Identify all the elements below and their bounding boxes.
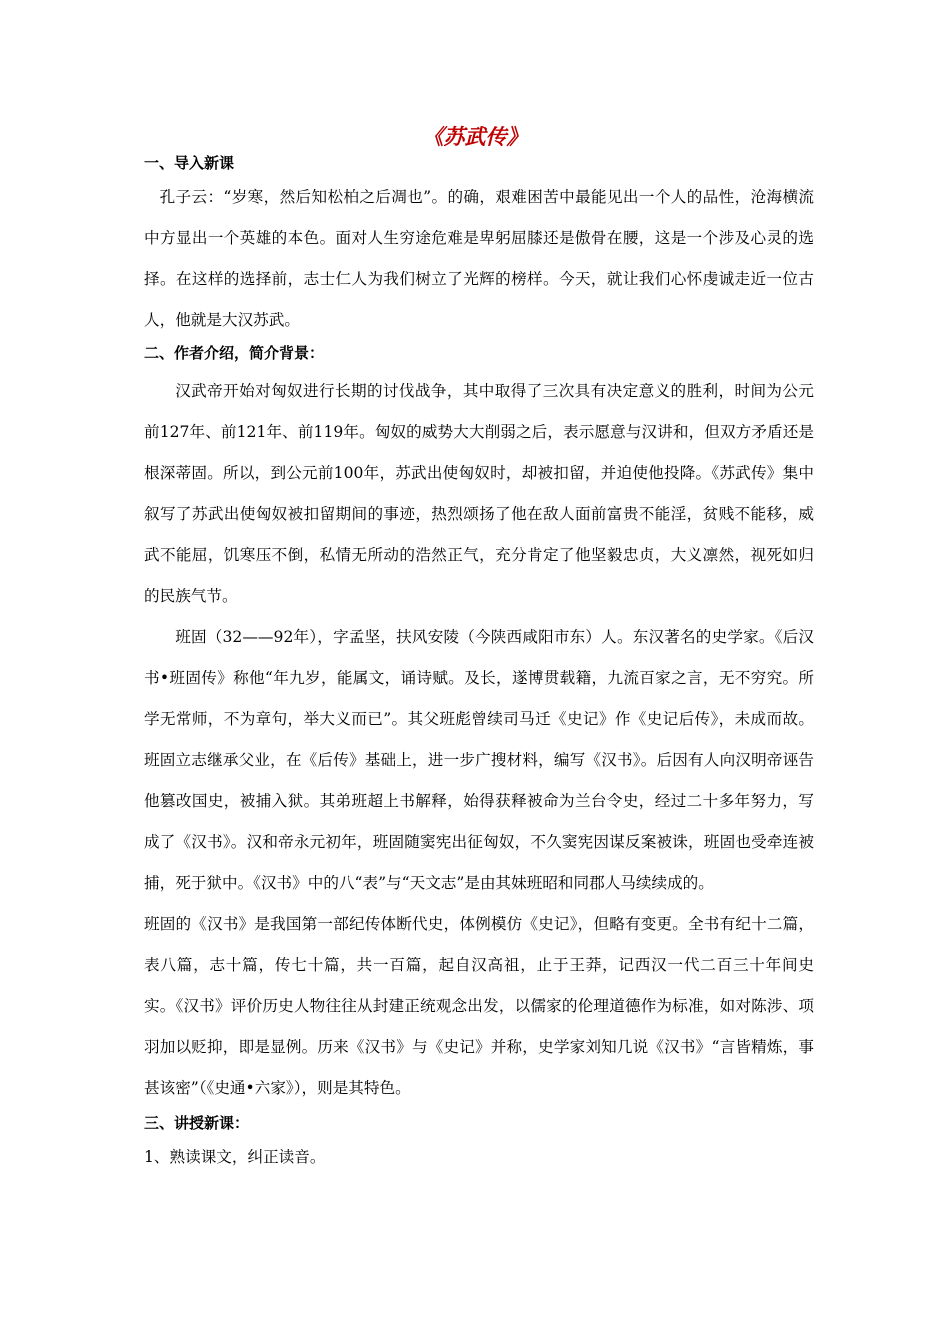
- section-heading-new-lesson: 三、讲授新课：: [144, 1114, 250, 1132]
- section-heading-author-background: 二、作者介绍，简介背景：: [144, 344, 325, 362]
- document-body: [144, 149, 814, 1178]
- paragraph-lesson-step-1: 1、熟读课文，纠正读音。: [144, 1148, 326, 1166]
- paragraph-author: 班固（32——92年），字孟坚，扶风安陵（今陕西咸阳市东）人。东汉著名的史学家。《后汉书•班固传》称他“年九岁，能属文，诵诗赋。及长，遂博贯载籍，九流百家之言，无不穷究。所学无常师，不为章句，举大义而已”。其父班彪曾续司马迁《史记》作《史记后传》，未成而故。班固立志继承父业，在《后传》基础上，进一步广搜材料，编写《汉书》。后因有人向汉明帝诬告他篡改国史，被捕入狱。其弟班超上书解释，始得获释被命为兰台令史，经过二十多年努力，写成了《汉书》。汉和帝永元初年，班固随窦宪出征匈奴，不久窦宪因谋反案被诛，班固也受牵连被捕，死于狱中。《汉书》中的八“表”与“天文志”是由其妹班昭和同郡人马续续成的。: [144, 628, 814, 892]
- paragraph-intro: 孔子云：“岁寒，然后知松柏之后凋也”。的确，艰难困苦中最能见出一个人的品性，沧海横流中方显出一个英雄的本色。面对人生穷途危难是卑躬屈膝还是傲骨在腰，这是一个涉及心灵的选择。在这样的选择前，志士仁人为我们树立了光辉的榜样。今天，就让我们心怀虔诚走近一位古人，他就是大汉苏武。: [144, 188, 814, 329]
- section-heading-intro: 一、导入新课: [144, 154, 235, 172]
- document-title: 《苏武传》: [422, 125, 528, 149]
- paragraph-background: 汉武帝开始对匈奴进行长期的讨伐战争，其中取得了三次具有决定意义的胜利，时间为公元前127年、前121年、前119年。匈奴的威势大大削弱之后，表示愿意与汉讲和，但双方矛盾还是根深蒂固。所以，到公元前100年，苏武出使匈奴时，却被扣留，并迫使他投降。《苏武传》集中叙写了苏武出使匈奴被扣留期间的事迹，热烈颂扬了他在敌人面前富贵不能淫，贫贱不能移，威武不能屈，饥寒压不倒，私情无所动的浩然正气，充分肯定了他坚毅忠贞，大义凛然，视死如归的民族气节。: [144, 382, 814, 605]
- paragraph-hanshu: 班固的《汉书》是我国第一部纪传体断代史，体例模仿《史记》，但略有变更。全书有纪十二篇，表八篇，志十篇，传七十篇，共一百篇，起自汉高祖，止于王莽，记西汉一代二百三十年间史实。《汉书》评价历史人物往往从封建正统观念出发，以儒家的伦理道德作为标准，如对陈涉、项羽加以贬抑，即是显例。历来《汉书》与《史记》并称，史学家刘知几说《汉书》“言皆精炼，事甚该密”（《史通•六家》），则是其特色。: [144, 915, 814, 1097]
